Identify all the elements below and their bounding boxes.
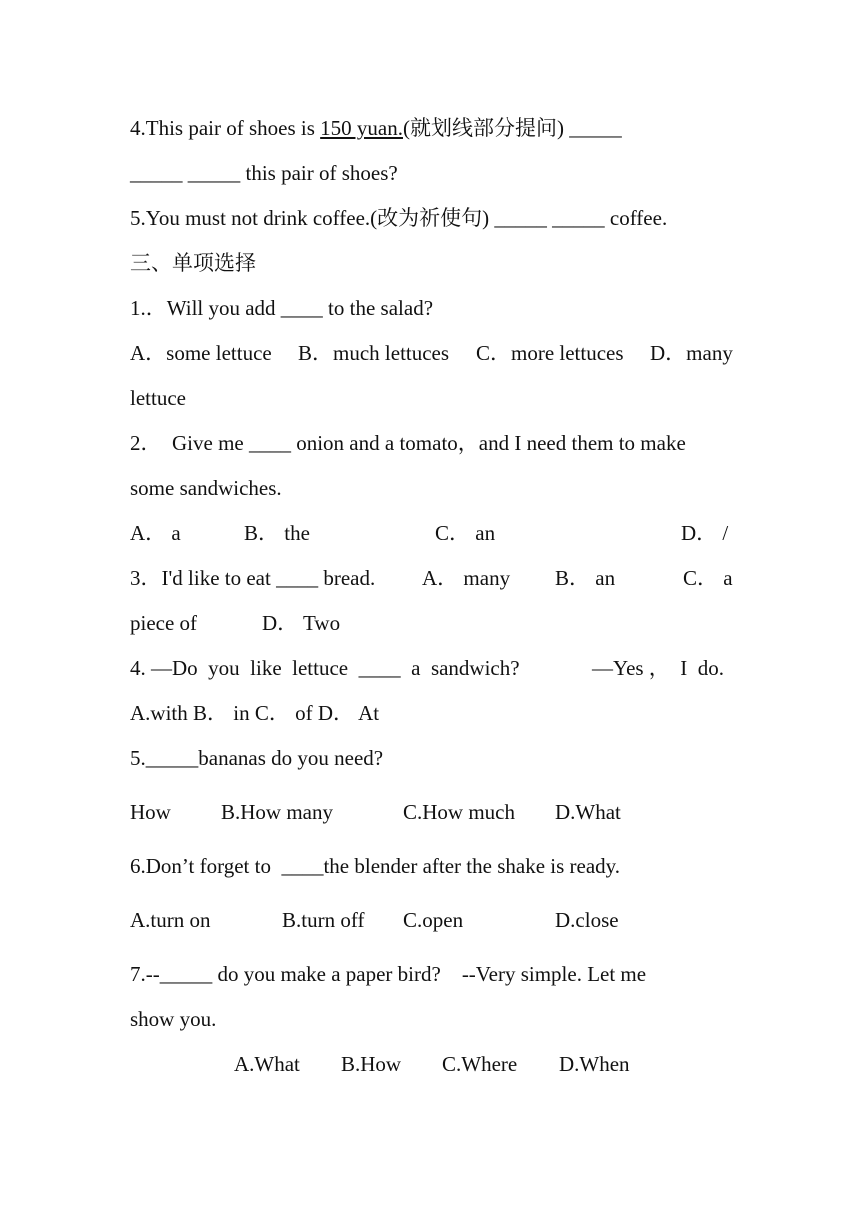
mc-question-3: 3．I'd like to eat ____ bread.: [130, 566, 376, 590]
mc-q3-option-d: D． Two: [262, 611, 341, 635]
question-4-rewrite: [130, 116, 622, 140]
mc-q1-option-b: B．much lettuces: [298, 341, 450, 365]
mc-question-2-cont: some sandwiches.: [130, 476, 282, 500]
mc-q7-option-a: A.What: [234, 1052, 300, 1076]
mc-question-7-cont: show you.: [130, 1007, 217, 1031]
mc-q7-option-d: D.When: [559, 1052, 630, 1076]
mc-question-4: 4. —Do you like lettuce ____ a sandwich?: [130, 656, 520, 680]
mc-q4-options: A.with B． in C． of D． At: [130, 701, 380, 725]
mc-q2-option-a: A． a: [130, 521, 181, 545]
mc-q6-option-d: D.close: [555, 908, 619, 932]
mc-q6-option-a: A.turn on: [130, 908, 211, 932]
q4r-text-a: 4.This pair of shoes is: [130, 116, 321, 140]
mc-q4-answer: —Yes ， I do.: [592, 656, 725, 680]
mc-question-1: 1.．Will you add ____ to the salad?: [130, 296, 434, 320]
mc-q5-option-d: D.What: [555, 800, 621, 824]
mc-question-6: 6.Don’t forget to ____the blender after the shake is ready.: [130, 854, 621, 878]
mc-q5-option-c: C.How much: [403, 800, 515, 824]
mc-q2-option-c: C． an: [435, 521, 496, 545]
question-4-rewrite-cont: _____ _____ this pair of shoes?: [130, 161, 398, 185]
mc-q3-option-a: A． many: [422, 566, 511, 590]
mc-q1-option-c: C．more lettuces: [476, 341, 624, 365]
mc-q1-option-a: A．some lettuce: [130, 341, 272, 365]
mc-question-7: 7.--_____ do you make a paper bird? --Very simple. Let me: [130, 962, 647, 986]
mc-q3-option-c-cont: piece of: [130, 611, 198, 635]
mc-q7-option-b: B.How: [341, 1052, 402, 1076]
section-heading: 三、单项选择: [130, 251, 256, 275]
mc-q6-option-b: B.turn off: [282, 908, 365, 932]
mc-q5-option-a: How: [130, 800, 171, 824]
mc-q1-option-d: D．many: [650, 341, 733, 365]
mc-q2-option-b: B． the: [244, 521, 310, 545]
mc-q1-option-d-cont: lettuce: [130, 386, 186, 410]
mc-q7-option-c: C.Where: [442, 1052, 518, 1076]
q4r-text-c: (就划线部分提问) _____: [402, 116, 622, 140]
q4r-underlined-amount: 150 yuan.: [320, 116, 403, 140]
mc-q5-option-b: B.How many: [221, 800, 333, 824]
mc-question-5: 5._____bananas do you need?: [130, 746, 384, 770]
mc-q3-option-c: C． a: [683, 566, 733, 590]
mc-question-2: 2． Give me ____ onion and a tomato，and I need them to make: [130, 431, 686, 455]
question-5-rewrite: 5.You must not drink coffee.(改为祈使句) _____ _____ coffee.: [130, 206, 668, 230]
mc-q6-option-c: C.open: [403, 908, 464, 932]
mc-q3-option-b: B． an: [555, 566, 616, 590]
mc-q2-option-d: D． /: [681, 521, 729, 545]
